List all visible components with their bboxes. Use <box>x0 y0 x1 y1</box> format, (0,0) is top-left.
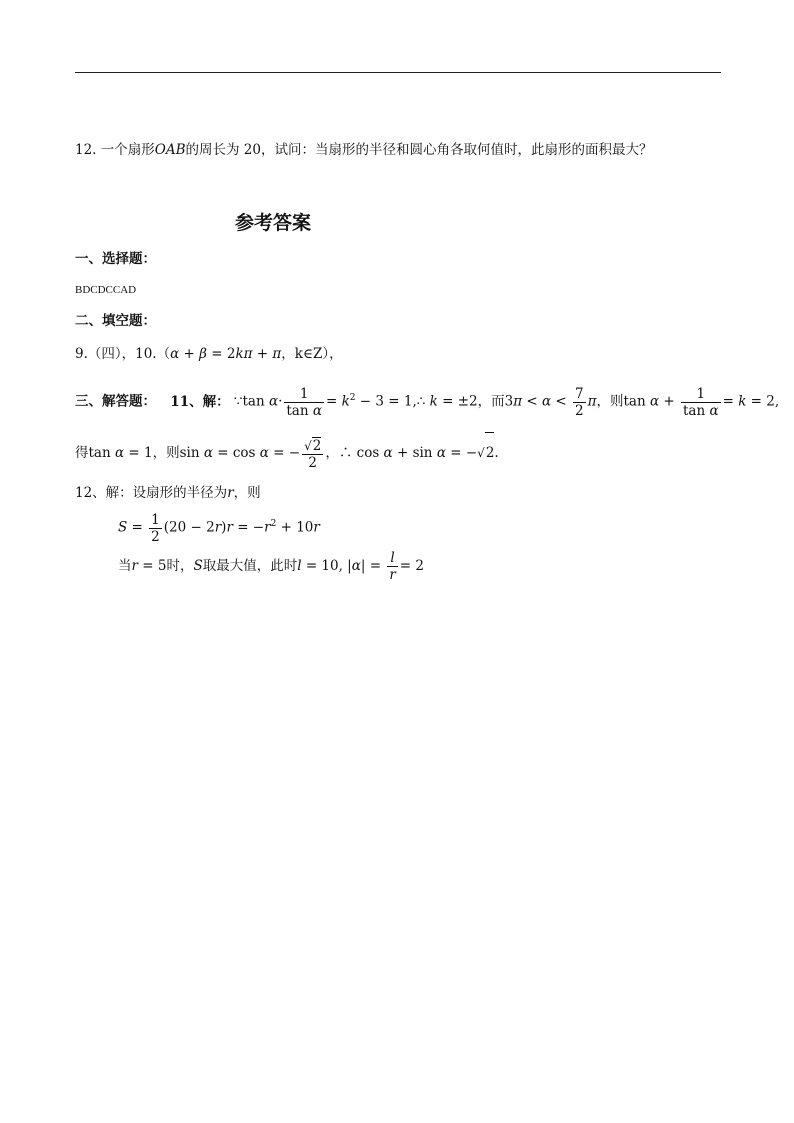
question-12-text: 的周长为 20，试问：当扇形的半径和圆心角各取何值时，此扇形的面积最大？ <box>185 142 653 158</box>
sector-name: OAB <box>154 142 186 158</box>
text-er: 而 <box>491 393 505 410</box>
question-12 <box>75 140 652 160</box>
header-rule <box>75 72 721 73</box>
fraction-l-over-r: $\frac{l}{r}$ <box>389 550 396 583</box>
text-de: 得 <box>75 445 89 461</box>
q11-label: 11、解： <box>170 393 230 410</box>
text-shi: 时， <box>166 558 194 574</box>
max-condition: 当r = 5时，S取最大值，此时l = 10, |α| = $\frac{l}{r}$ = 2 <box>118 550 424 583</box>
section-2-heading: 二、填空题： <box>75 313 156 329</box>
choice-answers: BDCDCCAD <box>75 284 137 296</box>
solution-12-ze: ，则 <box>233 485 261 501</box>
fill-answer-prefix: 9.（四），10.（ <box>75 346 171 362</box>
solution-12-intro-text: 12、解：设扇形的半径为 <box>75 485 228 501</box>
fraction-1-over-tan: $\frac{1}{\text{tan α}}$ <box>286 385 322 419</box>
area-formula: S = $\frac{1}{2}$ $(20 - 2r)r = -r^2 + 10r$ <box>118 511 320 545</box>
text-ze: 则 <box>609 393 624 410</box>
fill-answers: 9.（四），10.（α + β = 2kπ + π，k∈Z）， <box>75 346 343 362</box>
fraction-1-over-2: $\frac{1}{2}$ <box>151 511 160 545</box>
answer-title: 参考答案 <box>235 212 312 234</box>
fraction-1-over-tan-2: $\frac{1}{\text{tan α}}$ <box>682 385 719 419</box>
section-3-heading: 三、解答题： <box>75 393 156 410</box>
question-12-prefix: 12. 一个扇形 <box>75 142 155 158</box>
solution-11-line-1: 三、解答题： 11、解： ∵tan α· $\frac{1}{\text{tan α}}$ = $k^2 - 3$ = 1,∴ k = ±2，而3π < α < $\frac{7}{2}$ π，则tan α + $\frac{1}{\text{tan α}}$ = k = 2, <box>75 385 780 419</box>
fill-answer-k-set: k∈Z）， <box>294 346 343 362</box>
fraction-7-over-2: $\frac{7}{2}$ <box>575 385 584 419</box>
text-dang: 当 <box>118 558 132 574</box>
text-max: 取最大值，此时 <box>202 558 298 574</box>
text-ze-2: 则 <box>166 445 180 461</box>
fraction-sqrt2-over-2: $\frac{√2}{2}$ <box>304 437 322 471</box>
solution-12-intro: 12、解：设扇形的半径为r，则 <box>75 485 261 501</box>
section-1-heading: 一、选择题： <box>75 251 156 267</box>
solution-11-line-2: 得tan α = 1，则sin α = cos α = − $\frac{√2}{2}$ ，∴ cos α + sin α = −√2. <box>75 432 499 473</box>
